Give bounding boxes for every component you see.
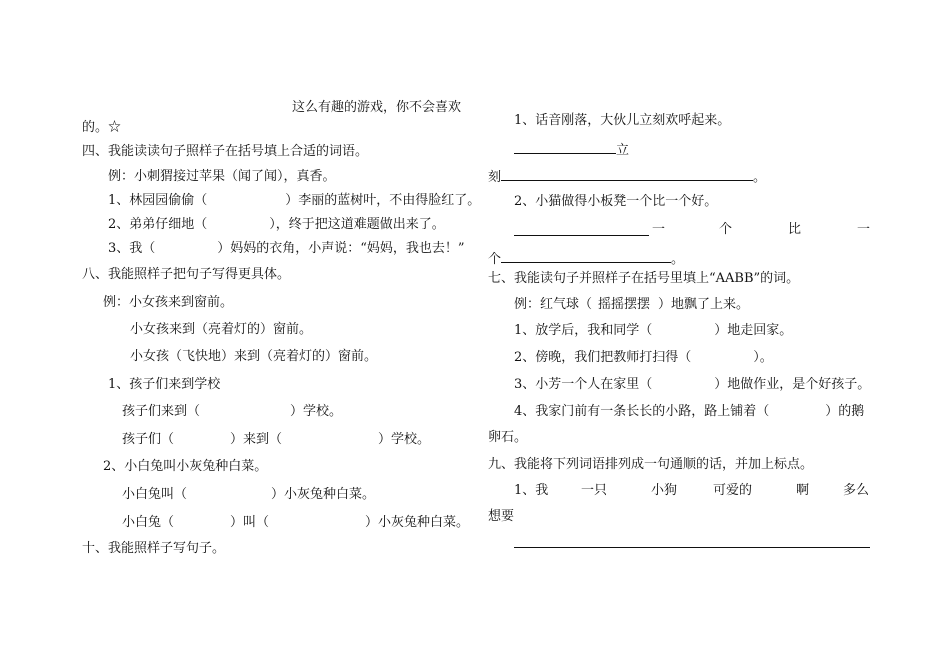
section-4-question-1 (108, 192, 480, 210)
word-tile: 想要 (488, 509, 515, 524)
section-4-title: 四、我能读读句子照样子在括号填上合适的词语。 (82, 144, 369, 159)
word-bi: 比 (788, 222, 802, 237)
q-text: ）李丽的蓝树叶，不由得脸红了。 (285, 193, 481, 208)
right-q1-answer-line-1 (514, 139, 629, 160)
q-text: ）学校。 (378, 432, 431, 447)
char-ge: 个 (488, 252, 502, 267)
q-text: 小白兔叫（ (122, 487, 188, 502)
period: 。 (671, 252, 685, 267)
word-tile: 小狗 (651, 483, 678, 498)
q-text: ）小灰兔种白菜。 (365, 515, 470, 530)
q-text: ）地飘了上来。 (658, 297, 750, 312)
q-text: ）地走回家。 (714, 323, 793, 338)
section-7-question-4 (514, 403, 864, 421)
q-text: 3、小芳一个人在家里（ (514, 377, 653, 392)
q-text: ），终于把这道难题做出来了。 (269, 217, 445, 232)
section-7-question-3 (514, 376, 870, 394)
word-yi-2: 一 (857, 222, 871, 237)
q-text: 1、林园园偷偷（ (108, 193, 208, 208)
answer-underline[interactable] (514, 139, 616, 154)
section-8-title: 八、我能照样子把句子写得更具体。 (82, 267, 291, 282)
q-text: ）学校。 (290, 404, 343, 419)
section-8-example-line-2: 小女孩来到（亮着灯的）窗前。 (130, 322, 313, 337)
q-text: ）小灰兔种白菜。 (271, 487, 376, 502)
section-8-question-2: 2、小白兔叫小灰兔种白菜。 (103, 459, 268, 474)
intro-line-1: 这么有趣的游戏，你不会喜欢 (292, 100, 462, 115)
section-4-question-2 (108, 216, 445, 234)
word-yi-1: 一 (652, 222, 666, 237)
section-9-q1-number: 1、我 (514, 483, 549, 498)
answer-underline[interactable] (501, 166, 753, 181)
char-ke: 刻 (488, 170, 502, 185)
q-text: 3、我（ (108, 241, 156, 256)
answer-underline[interactable] (514, 221, 649, 236)
q-text: 2、傍晚，我们把教师打扫得（ (514, 350, 692, 365)
section-7-example (514, 296, 749, 314)
q-text: 例：红气球（ (514, 297, 593, 312)
section-7-question-1 (514, 322, 792, 340)
q-text: 4、我家门前有一条长长的小路，路上铺着（ (514, 404, 770, 419)
section-8-q1-line-2 (122, 431, 430, 449)
section-8-q2-line-1 (122, 486, 375, 504)
answer-underline[interactable] (501, 248, 671, 263)
section-8-example: 例：小女孩来到窗前。 (103, 295, 234, 310)
q-text: 2、弟弟仔细地（ (108, 217, 208, 232)
q-text: 孩子们（ (122, 432, 175, 447)
word-tile: 多么 (843, 483, 870, 498)
right-q1-answer-line-2 (488, 166, 766, 187)
section-8-q2-line-2 (122, 514, 469, 532)
char-li: 立 (616, 143, 630, 158)
answer-underline[interactable] (514, 547, 870, 548)
q-text: 1、放学后，我和同学（ (514, 323, 653, 338)
q-text: ）妈妈的衣角，小声说：“妈妈，我也去！” (217, 241, 465, 256)
q-text: 小白兔（ (122, 515, 175, 530)
section-7-q4-continued: 卵石。 (488, 430, 528, 445)
section-8-question-1: 1、孩子们来到学校 (108, 377, 221, 392)
q-text: ）来到（ (230, 432, 283, 447)
word-tile: 一只 (581, 483, 608, 498)
word-tile: 可爱的 (713, 483, 753, 498)
section-4-question-3 (108, 240, 465, 258)
q-text: ）的鹅 (825, 404, 865, 419)
section-8-q1-line-1 (122, 403, 342, 421)
q-text: ）叫（ (230, 515, 270, 530)
section-7-title: 七、我能读句子并照样子在括号里填上“AABB”的词。 (488, 271, 800, 286)
period: 。 (753, 170, 767, 185)
intro-line-2: 的。☆ (82, 120, 122, 135)
right-question-1: 1、话音刚落，大伙儿立刻欢呼起来。 (514, 113, 731, 128)
example-word: 摇摇摆摆 (598, 297, 651, 312)
section-9-title: 九、我能将下列词语排列成一句通顺的话，并加上标点。 (488, 457, 814, 472)
q-text: ）地做作业，是个好孩子。 (714, 377, 871, 392)
section-4-example: 例：小刺猬接过苹果（闻了闻），真香。 (108, 169, 336, 184)
section-8-example-line-3: 小女孩（飞快地）来到（亮着灯的）窗前。 (130, 349, 378, 364)
word-tile: 啊 (796, 483, 810, 498)
word-ge: 个 (719, 222, 733, 237)
right-question-2: 2、小猫做得小板凳一个比一个好。 (514, 194, 718, 209)
right-q2-answer-line-1 (514, 221, 649, 242)
right-q2-answer-line-2 (488, 248, 684, 269)
section-7-question-2 (514, 349, 773, 367)
section-10-title: 十、我能照样子写句子。 (82, 541, 226, 556)
q-text: ）。 (753, 350, 773, 365)
q-text: 孩子们来到（ (122, 404, 201, 419)
